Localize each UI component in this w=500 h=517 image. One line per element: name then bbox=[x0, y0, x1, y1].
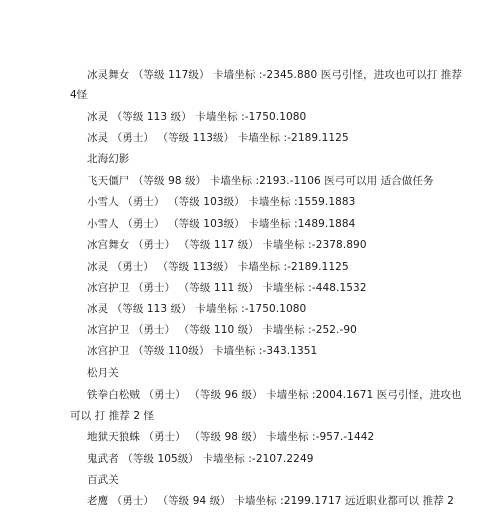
text-line: 冰宫护卫 （勇士） （等级 110 级） 卡墙坐标 :-252.-90 bbox=[87, 324, 357, 336]
text-line: 冰灵 （勇士） （等级 113级） 卡墙坐标 :-2189.1125 bbox=[87, 132, 349, 144]
text-line: 小雪人 （勇士） （等级 103级） 卡墙坐标 :1489.1884 bbox=[87, 218, 356, 230]
text-line: 铁拳白松贼 （勇士） （等级 96 级） 卡墙坐标 :2004.1671 医弓引怪，进攻也 bbox=[87, 389, 462, 401]
text-line: 冰灵 （勇士） （等级 113级） 卡墙坐标 :-2189.1125 bbox=[87, 261, 349, 273]
section-heading: 百武关 bbox=[87, 474, 119, 486]
text-line: 飞天僵尸 （等级 98 级） 卡墙坐标 :2193.-1106 医弓可以用 适合做任务 bbox=[87, 175, 434, 187]
text-line: 冰宫护卫 （勇士） （等级 111 级） 卡墙坐标 :-448.1532 bbox=[87, 282, 367, 294]
text-line: 可以 打 推荐 2 怪 bbox=[70, 410, 155, 422]
text-line: 小雪人 （勇士） （等级 103级） 卡墙坐标 :1559.1883 bbox=[87, 196, 356, 208]
text-line: 地狱天狼蛛 （勇士） （等级 98 级） 卡墙坐标 :-957.-1442 bbox=[87, 431, 375, 443]
text-line: 4怪 bbox=[70, 89, 88, 101]
text-line: 冰灵舞女 （等级 117级） 卡墙坐标 :-2345.880 医弓引怪，进攻也可以打 推荐 bbox=[87, 69, 462, 81]
section-heading: 北海幻影 bbox=[87, 153, 130, 165]
section-heading: 松月关 bbox=[87, 367, 119, 379]
text-line: 冰宫舞女 （勇士） （等级 117 级） 卡墙坐标 :-2378.890 bbox=[87, 239, 367, 251]
text-line: 鬼武者 （等级 105级） 卡墙坐标 :-2107.2249 bbox=[87, 453, 314, 465]
text-line: 冰宫护卫 （等级 110级） 卡墙坐标 :-343.1351 bbox=[87, 345, 318, 357]
text-line: 冰灵 （等级 113 级） 卡墙坐标 :-1750.1080 bbox=[87, 303, 307, 315]
text-line: 老鹰 （勇士） （等级 94 级） 卡墙坐标 :2199.1717 远近职业都可以 推荐 2 bbox=[87, 495, 454, 507]
text-line: 冰灵 （等级 113 级） 卡墙坐标 :-1750.1080 bbox=[87, 111, 307, 123]
